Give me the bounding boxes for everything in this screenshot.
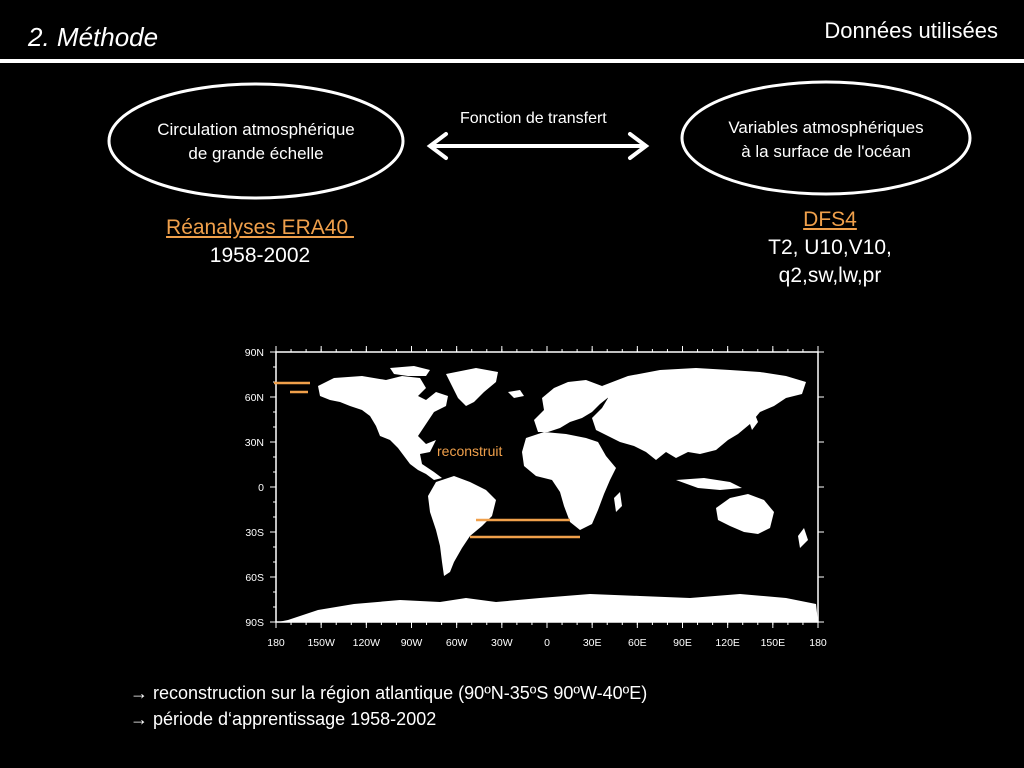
x-tick-label: 150E [760, 637, 786, 649]
note-line-1: → reconstruction sur la région atlantique (90ºN-35ºS 90ºW-40ºE) [130, 683, 648, 703]
right-node-line1: Variables atmosphériques [728, 118, 924, 137]
right-node-line2: à la surface de l'océan [741, 142, 911, 161]
y-tick-label: 30N [244, 437, 264, 449]
reconstruit-label: reconstruit [437, 443, 503, 459]
world-map [230, 340, 840, 660]
header-divider [0, 59, 1024, 63]
y-tick-label: 90N [244, 347, 264, 359]
y-tick-label: 60S [245, 572, 264, 584]
right-node-label [684, 116, 968, 164]
x-tick-label: 60W [445, 637, 468, 649]
left-node-line2: de grande échelle [188, 144, 324, 163]
x-tick-label: 30E [582, 637, 602, 649]
x-tick-label: 60E [627, 637, 647, 649]
right-source-vars-2: q2,sw,lw,pr [778, 264, 882, 287]
section-title: 2. Méthode [28, 22, 159, 52]
x-tick-label: 180 [267, 637, 285, 649]
x-tick-label: 90E [673, 637, 692, 649]
left-node-label [113, 118, 399, 166]
slide-title: Données utilisées [824, 18, 998, 43]
x-tick-label: 120E [715, 637, 740, 649]
right-source [700, 206, 960, 290]
x-tick-label: 0 [544, 637, 550, 649]
x-tick-label: 90W [400, 637, 423, 649]
x-tick-label: 150W [307, 637, 335, 649]
y-tick-label: 60N [244, 392, 264, 404]
double-arrow-icon [430, 134, 646, 158]
dfs4-link[interactable]: DFS4 [803, 208, 857, 231]
right-source-vars-1: T2, U10,V10, [768, 236, 892, 259]
y-tick-label: 0 [258, 482, 264, 494]
arrow-label: Fonction de transfert [460, 110, 607, 127]
left-source [110, 214, 410, 270]
x-tick-label: 30W [491, 637, 513, 649]
left-node-line1: Circulation atmosphérique [157, 120, 355, 139]
y-tick-label: 90S [245, 617, 264, 629]
y-tick-label: 30S [245, 527, 264, 539]
x-tick-label: 180 [809, 637, 827, 649]
x-tick-label: 120W [352, 637, 381, 649]
left-source-period: 1958-2002 [209, 244, 311, 267]
note-line-2: → période d‘apprentissage 1958-2002 [130, 709, 437, 729]
era40-link[interactable]: Réanalyses ERA40 [166, 216, 354, 239]
